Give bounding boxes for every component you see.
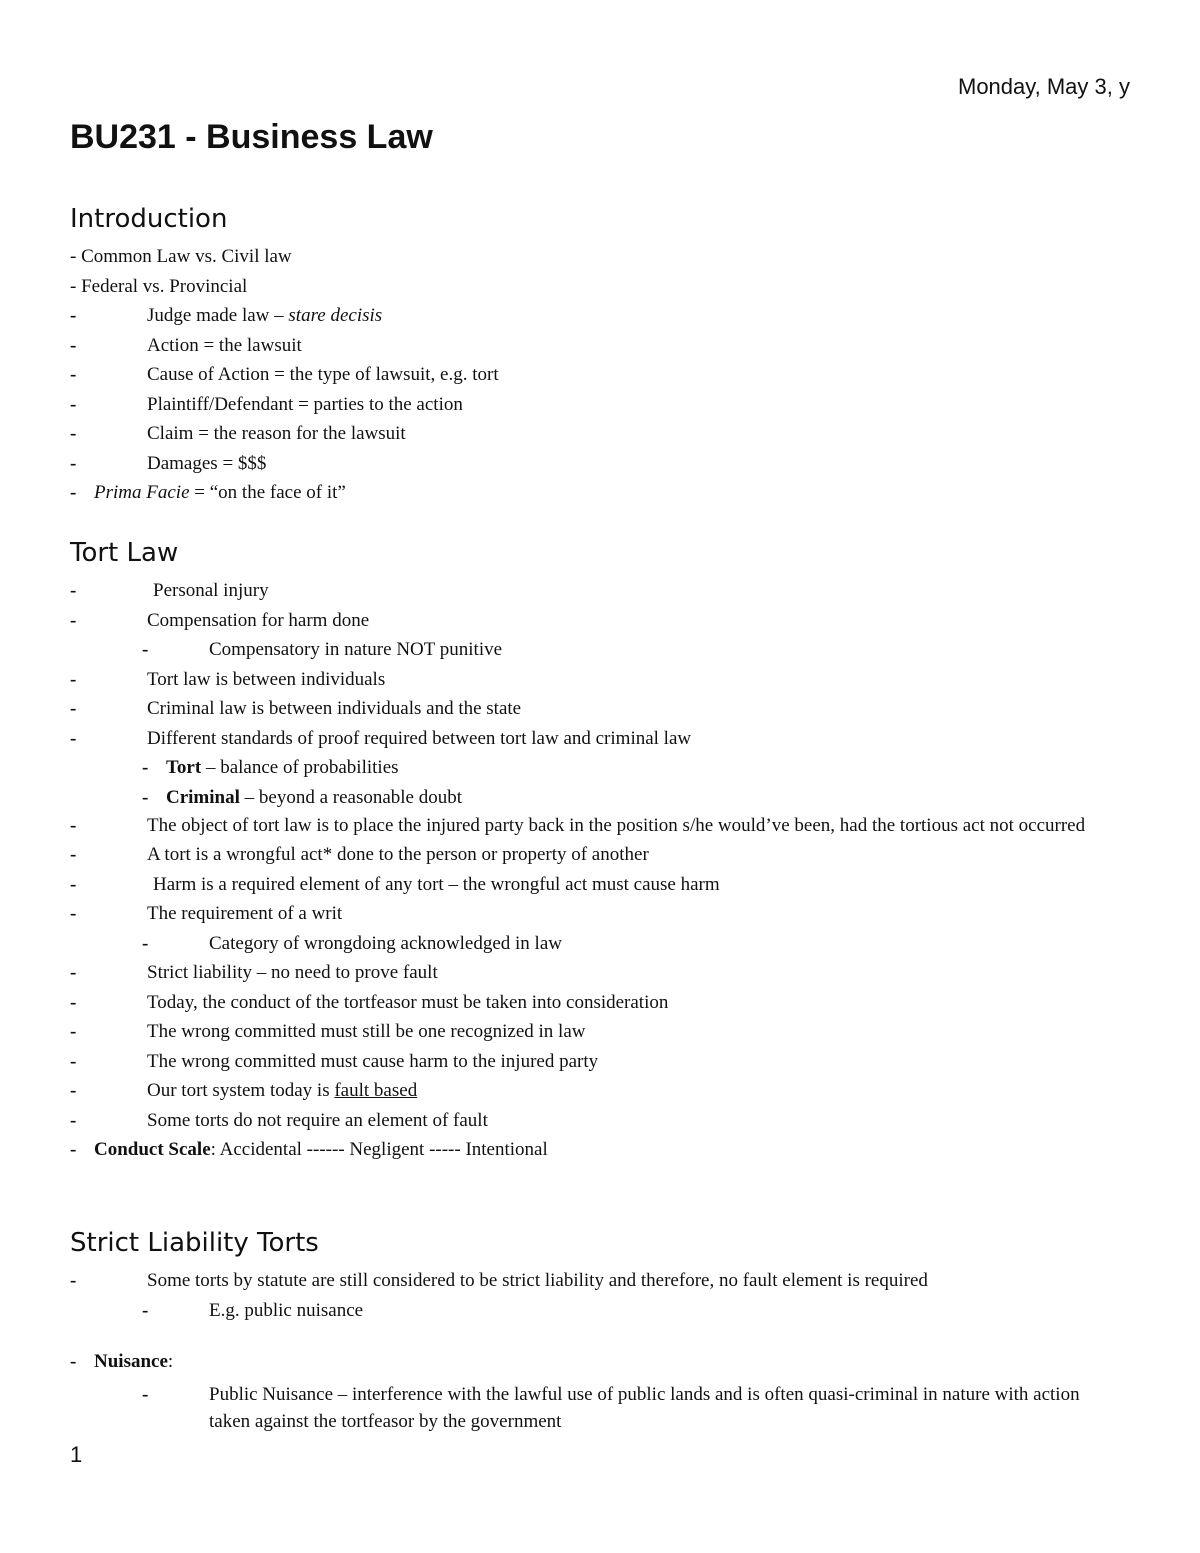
list-item: - Today, the conduct of the tortfeasor must be taken into consideration: [70, 991, 669, 1013]
list-item: - The object of tort law is to place the injured party back in the position s/he would’ve been, had the tortious act not occurred: [70, 815, 1086, 836]
list-item: - Criminal – beyond a reasonable doubt: [142, 786, 463, 808]
list-item: - Cause of Action = the type of lawsuit, e.g. tort: [70, 364, 499, 385]
list-item: - Tort – balance of probabilities: [142, 757, 399, 778]
list-item: - Personal injury: [70, 580, 269, 601]
list-item: - Conduct Scale: Accidental ------ Negligent ----- Intentional: [70, 1139, 548, 1160]
list-item: - Federal vs. Provincial: [70, 275, 248, 297]
list-item: - Common Law vs. Civil law: [70, 246, 292, 267]
document-title: BU231 - Business Law: [70, 118, 433, 156]
list-item: - Harm is a required element of any tort – the wrongful act must cause harm: [70, 873, 720, 895]
section-heading: Introduction: [70, 204, 228, 234]
section-strict-liability: [70, 1228, 1150, 1435]
list-item: - E.g. public nuisance: [142, 1299, 364, 1321]
section-heading: Strict Liability Torts: [70, 1228, 319, 1258]
list-item: - Public Nuisance – interference with the lawful use of public lands and is often quasi-criminal in nature with action taken against the tortfeasor by the government: [142, 1383, 1080, 1432]
section-heading: Tort Law: [70, 538, 179, 568]
list-item: - Some torts do not require an element of fault: [70, 1109, 488, 1131]
list-item: - Our tort system today is fault based: [70, 1080, 418, 1101]
list-item: - Plaintiff/Defendant = parties to the action: [70, 393, 463, 415]
list-item: - Different standards of proof required between tort law and criminal law: [70, 727, 692, 749]
list-item: - Claim = the reason for the lawsuit: [70, 423, 406, 444]
document-date: Monday, May 3, y: [958, 74, 1130, 99]
list-item: - Tort law is between individuals: [70, 668, 386, 690]
list-item: - The wrong committed must cause harm to the injured party: [70, 1050, 599, 1072]
page-number: 1: [70, 1442, 83, 1467]
list-item: - Damages = $$$: [70, 452, 267, 474]
list-item: - Category of wrongdoing acknowledged in law: [142, 932, 562, 954]
list-item: - Action = the lawsuit: [70, 334, 302, 356]
list-item: - Compensatory in nature NOT punitive: [142, 639, 503, 660]
list-item: - The wrong committed must still be one recognized in law: [70, 1021, 586, 1042]
list-item: - Nuisance:: [70, 1351, 174, 1372]
list-item: - Prima Facie = “on the face of it”: [70, 482, 346, 503]
list-item: - Criminal law is between individuals and the state: [70, 698, 522, 719]
list-item: - Some torts by statute are still considered to be strict liability and therefore, no fault element is required: [70, 1270, 928, 1291]
list-item: - Judge made law – stare decisis: [70, 305, 383, 326]
list-item: - Compensation for harm done: [70, 609, 370, 631]
list-item: - The requirement of a writ: [70, 903, 343, 924]
section-introduction: [70, 204, 1150, 508]
section-tort-law: [70, 538, 1150, 1165]
list-item: - Strict liability – no need to prove fault: [70, 962, 438, 983]
list-item: - A tort is a wrongful act* done to the person or property of another: [70, 844, 649, 865]
